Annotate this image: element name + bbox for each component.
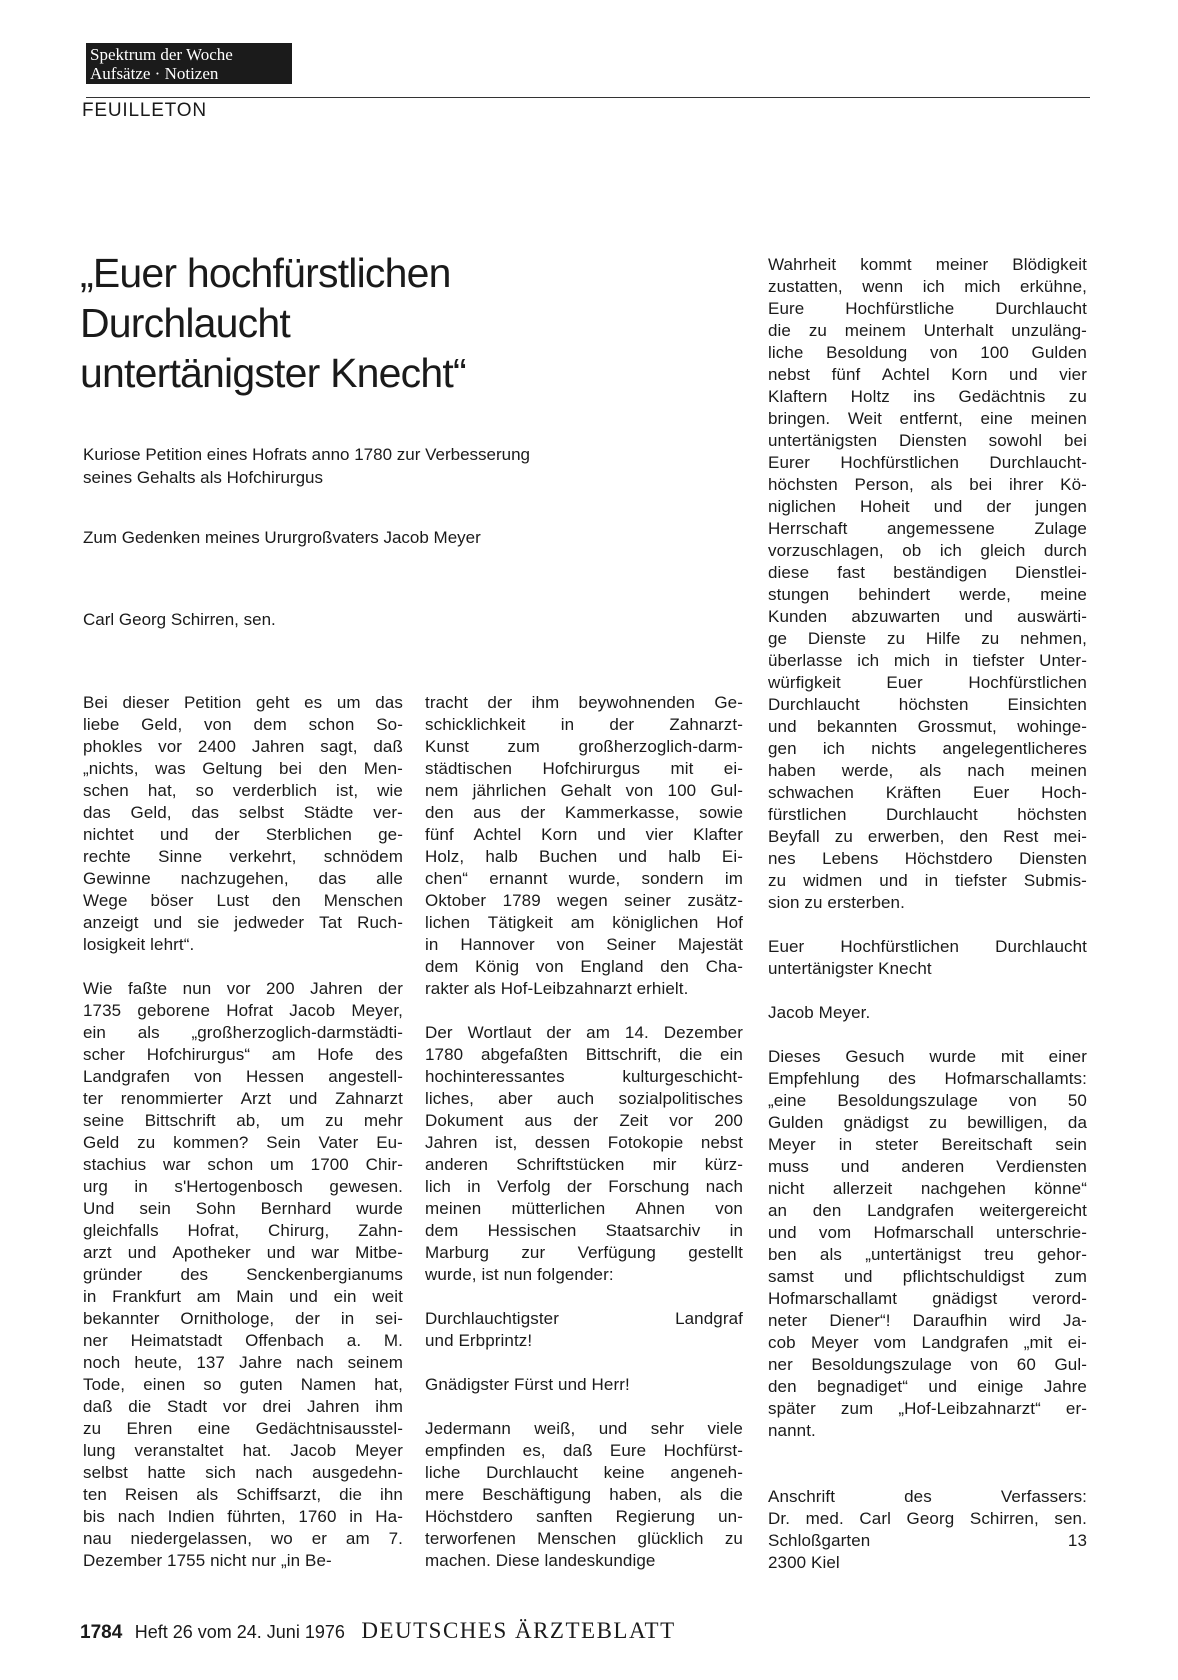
author-byline: Carl Georg Schirren, sen. (83, 610, 276, 629)
page-number: 1784 (80, 1622, 123, 1643)
paragraph-gap (768, 1464, 1087, 1486)
text-line: nichtet und der Sterblichen ge- (83, 825, 403, 844)
text-line: chen“ ernannt wurde, sondern im (425, 869, 743, 888)
text-line: phokles vor 2400 Jahren sagt, daß (83, 737, 403, 756)
text-line: liches, aber auch sozialpolitisches (425, 1089, 743, 1108)
text-line: fürstlichen Durchlaucht höchsten (768, 805, 1087, 824)
subtitle-line: seines Gehalts als Hofchirurgus (83, 468, 324, 487)
text-line: machen. Diese landeskundige (425, 1551, 656, 1570)
text-line: Jacob Meyer. (768, 1003, 871, 1022)
text-line: stungen behindert werde, meine (768, 585, 1087, 604)
text-line: liche Besoldung von 100 Gulden (768, 343, 1087, 362)
paragraph-gap (425, 1000, 743, 1022)
text-line: mere Beschäftigung haben, als die (425, 1485, 743, 1504)
text-line: tracht der ihm beywohnenden Ge- (425, 693, 743, 712)
text-line: Wahrheit kommt meiner Blödigkeit (768, 255, 1087, 274)
text-line: die zu meinem Unterhalt unzuläng- (768, 321, 1087, 340)
journal-name: DEUTSCHES ÄRZTEBLATT (361, 1618, 676, 1643)
article-title (80, 248, 700, 398)
text-line: gründer des Senckenbergianums (83, 1265, 403, 1284)
text-line: in Hannover von Seiner Majestät (425, 935, 743, 954)
text-line: Beyfall zu erwerben, den Rest mei- (768, 827, 1087, 846)
text-line: lung veranstaltet hat. Jacob Meyer (83, 1441, 403, 1460)
paragraph-gap (425, 1352, 743, 1374)
text-line: selbst hatte sich nach ausgedehn- (83, 1463, 403, 1482)
text-line: noch heute, 137 Jahre nach seinem (83, 1353, 403, 1372)
text-line: in Frankfurt am Main und ein weit (83, 1287, 403, 1306)
text-line: „nichts, was Geltung bei den Men- (83, 759, 403, 778)
text-line: wurde, ist nun folgender: (425, 1265, 614, 1284)
text-line: nannt. (768, 1421, 816, 1440)
text-line: ge Dienste zu Hilfe zu nehmen, (768, 629, 1087, 648)
text-line: bringen. Weit entfernt, eine meinen (768, 409, 1087, 428)
paragraph-gap (768, 1024, 1087, 1046)
text-line: nes Lebens Höchstdero Diensten (768, 849, 1087, 868)
section-label-line1: Spektrum der Woche (90, 45, 233, 64)
paragraph-gap (768, 1442, 1087, 1464)
text-line: nebst fünf Achtel Korn und vier (768, 365, 1087, 384)
text-line: liebe Geld, von dem schon So- (83, 715, 403, 734)
dedication: Zum Gedenken meines Ururgroßvaters Jacob Meyer (83, 528, 481, 547)
text-line: Durchlaucht höchsten Einsichten (768, 695, 1087, 714)
text-line: samst und pflichtschuldigst zum (768, 1267, 1087, 1286)
text-line: später zum „Hof-Leibzahnarzt“ er- (768, 1399, 1087, 1418)
paragraph-gap (83, 956, 403, 978)
text-line: niglichen Hoheit und der jungen (768, 497, 1087, 516)
text-line: das Geld, das selbst Städte ver- (83, 803, 403, 822)
text-column-3 (768, 254, 1087, 1574)
text-line: Landgrafen von Hessen angestell- (83, 1067, 403, 1086)
text-line: zu Ehren eine Gedächtnisausstel- (83, 1419, 403, 1438)
text-line: gleichfalls Hofrat, Chirurg, Zahn- (83, 1221, 403, 1240)
text-line: meinen mütterlichen Ahnen von (425, 1199, 743, 1218)
text-line: daß die Stadt vor drei Jahren ihm (83, 1397, 403, 1416)
text-line: Durchlauchtigster Landgraf (425, 1309, 743, 1328)
text-line: Dokument aus der Zeit vor 200 (425, 1111, 743, 1130)
text-line: Klaftern Holtz ins Gedächtnis zu (768, 387, 1087, 406)
text-line: den aus der Kammerkasse, sowie (425, 803, 743, 822)
text-line: Schloßgarten 13 (768, 1531, 1087, 1550)
text-line: höchsten Person, als bei ihrer Kö- (768, 475, 1087, 494)
text-line: ner Besoldungszulage von 60 Gul- (768, 1355, 1087, 1374)
text-line: Empfehlung des Hofmarschallamts: (768, 1069, 1087, 1088)
text-line: Jahren ist, dessen Fotokopie nebst (425, 1133, 743, 1152)
text-line: 2300 Kiel (768, 1553, 840, 1572)
text-line: schen hat, so verderblich ist, wie (83, 781, 403, 800)
text-line: zustatten, wenn ich mich erkühne, (768, 277, 1087, 296)
text-line: Der Wortlaut der am 14. Dezember (425, 1023, 743, 1042)
title-line: untertänigster Knecht“ (80, 350, 466, 396)
text-line: Kunst zum großherzoglich-darm- (425, 737, 743, 756)
text-line: hochinteressantes kulturgeschicht- (425, 1067, 743, 1086)
text-line: Wie faßte nun vor 200 Jahren der (83, 979, 403, 998)
paragraph-gap (425, 1396, 743, 1418)
text-line: städtischen Hofchirurgus mit ei- (425, 759, 743, 778)
article-subtitle (83, 443, 643, 489)
text-line: Oktober 1789 wegen seiner zusätz- (425, 891, 743, 910)
title-line: Durchlaucht (80, 300, 290, 346)
text-line: überlasse ich mich in tiefster Unter- (768, 651, 1087, 670)
text-line: muss und anderen Verdiensten (768, 1157, 1087, 1176)
text-line: Jedermann weiß, und sehr viele (425, 1419, 743, 1438)
text-line: „eine Besoldungszulage von 50 (768, 1091, 1087, 1110)
text-line: Dr. med. Carl Georg Schirren, sen. (768, 1509, 1087, 1528)
text-line: vorzuschlagen, ob ich gleich durch (768, 541, 1087, 560)
text-line: an den Landgrafen weitergereicht (768, 1201, 1087, 1220)
text-line: dem König von England den Cha- (425, 957, 743, 976)
text-line: Dieses Gesuch wurde mit einer (768, 1047, 1087, 1066)
text-line: dem Hessischen Staatsarchiv in (425, 1221, 743, 1240)
text-line: würfigkeit Euer Hochfürstlichen (768, 673, 1087, 692)
text-line: Holz, halb Buchen und halb Ei- (425, 847, 743, 866)
text-line: cob Meyer vom Landgrafen „mit ei- (768, 1333, 1087, 1352)
text-line: seine Bittschrift ab, um zu mehr (83, 1111, 403, 1130)
page-footer (80, 1618, 676, 1644)
text-line: Herrschaft angemessene Zulage (768, 519, 1087, 538)
text-line: arzt und Apotheker und war Mitbe- (83, 1243, 403, 1262)
text-line: Anschrift des Verfassers: (768, 1487, 1087, 1506)
text-line: Hofmarschallamt gnädigst verord- (768, 1289, 1087, 1308)
text-line: bis nach Indien führten, 1760 in Ha- (83, 1507, 403, 1526)
text-line: nau niedergelassen, wo er am 7. (83, 1529, 403, 1548)
text-line: und bekannten Grossmut, wohinge- (768, 717, 1087, 736)
text-line: sion zu ersterben. (768, 893, 905, 912)
text-line: Gewinne nachzugehen, das alle (83, 869, 403, 888)
text-line: Und sein Sohn Bernhard wurde (83, 1199, 403, 1218)
text-line: Eure Hochfürstliche Durchlaucht (768, 299, 1087, 318)
text-line: liche Durchlaucht keine angeneh- (425, 1463, 743, 1482)
category-label: FEUILLETON (82, 100, 207, 121)
text-line: Höchstdero sanften Regierung un- (425, 1507, 743, 1526)
text-line: diese fast beständigen Dienstlei- (768, 563, 1087, 582)
text-column-2 (425, 692, 743, 1572)
text-line: nem jährlichen Gehalt von 100 Gul- (425, 781, 743, 800)
text-line: Geld zu kommen? Sein Vater Eu- (83, 1133, 403, 1152)
text-column-1 (83, 692, 403, 1572)
text-line: Meyer in steter Bereitschaft sein (768, 1135, 1087, 1154)
text-line: losigkeit lehrt“. (83, 935, 195, 954)
text-line: Kunden abzuwarten und auswärti- (768, 607, 1087, 626)
text-line: Euer Hochfürstlichen Durchlaucht (768, 937, 1087, 956)
text-line: rechte Sinne verkehrt, schnödem (83, 847, 403, 866)
text-line: terworfenen Menschen glücklich zu (425, 1529, 743, 1548)
text-line: gen ich nichts angelegentlicheres (768, 739, 1087, 758)
text-line: und Erbprintz! (425, 1331, 533, 1350)
text-line: ein als „großherzoglich-darmstädti- (83, 1023, 403, 1042)
text-line: nicht allerzeit nachgehen könne“ (768, 1179, 1087, 1198)
paragraph-gap (425, 1286, 743, 1308)
paragraph-gap (768, 914, 1087, 936)
text-line: Dezember 1755 nicht nur „in Be- (83, 1551, 332, 1570)
section-label-box (86, 43, 292, 84)
text-line: untertänigster Knecht (768, 959, 932, 978)
text-line: Gnädigster Fürst und Herr! (425, 1375, 630, 1394)
text-line: Bei dieser Petition geht es um das (83, 693, 403, 712)
text-line: Tode, einen so guten Namen hat, (83, 1375, 403, 1394)
text-line: urg in s'Hertogenbosch gewesen. (83, 1177, 403, 1196)
text-line: lich in Verfolg der Forschung nach (425, 1177, 743, 1196)
text-line: 1780 abgefaßten Bittschrift, die ein (425, 1045, 743, 1064)
text-line: schicklichkeit in der Zahnarzt- (425, 715, 743, 734)
text-line: Marburg zur Verfügung gestellt (425, 1243, 743, 1262)
text-line: zu widmen und in tiefster Submis- (768, 871, 1087, 890)
text-line: empfinden es, daß Eure Hochfürst- (425, 1441, 743, 1460)
text-line: und vom Hofmarschall unterschrie- (768, 1223, 1087, 1242)
section-label-line2: Aufsätze · Notizen (90, 64, 219, 83)
subtitle-line: Kuriose Petition eines Hofrats anno 1780 zur Verbesserung (83, 445, 530, 464)
text-line: rakter als Hof-Leibzahnarzt erhielt. (425, 979, 689, 998)
text-line: den begnadiget“ und einige Jahre (768, 1377, 1087, 1396)
text-line: untertänigsten Diensten sowohl bei (768, 431, 1087, 450)
text-line: ter renommierter Arzt und Zahnarzt (83, 1089, 403, 1108)
title-line: „Euer hochfürstlichen (80, 250, 451, 296)
text-line: ten Reisen als Schiffsarzt, die ihn (83, 1485, 403, 1504)
text-line: scher Hofchirurgus“ am Hofe des (83, 1045, 403, 1064)
text-line: anzeigt und sie jedweder Tat Ruch- (83, 913, 403, 932)
text-line: Gulden gnädigst zu bewilligen, da (768, 1113, 1087, 1132)
text-line: schwachen Kräften Euer Hoch- (768, 783, 1087, 802)
text-line: Wege böser Lust den Menschen (83, 891, 403, 910)
text-line: ner Heimatstadt Offenbach a. M. (83, 1331, 403, 1350)
text-line: anderen Schriftstücken mir kürz- (425, 1155, 743, 1174)
text-line: neter Diener“! Daraufhin wird Ja- (768, 1311, 1087, 1330)
text-line: haben werde, als nach meinen (768, 761, 1087, 780)
text-line: Eurer Hochfürstlichen Durchlaucht- (768, 453, 1087, 472)
paragraph-gap (768, 980, 1087, 1002)
issue-info: Heft 26 vom 24. Juni 1976 (134, 1622, 345, 1642)
text-line: stachius war schon um 1700 Chir- (83, 1155, 403, 1174)
text-line: lichen Tätigkeit am königlichen Hof (425, 913, 743, 932)
header-rule (86, 97, 1090, 98)
text-line: ben als „untertänigst treu gehor- (768, 1245, 1087, 1264)
text-line: fünf Achtel Korn und vier Klafter (425, 825, 743, 844)
text-line: 1735 geborene Hofrat Jacob Meyer, (83, 1001, 403, 1020)
text-line: bekannter Ornithologe, der in sei- (83, 1309, 403, 1328)
